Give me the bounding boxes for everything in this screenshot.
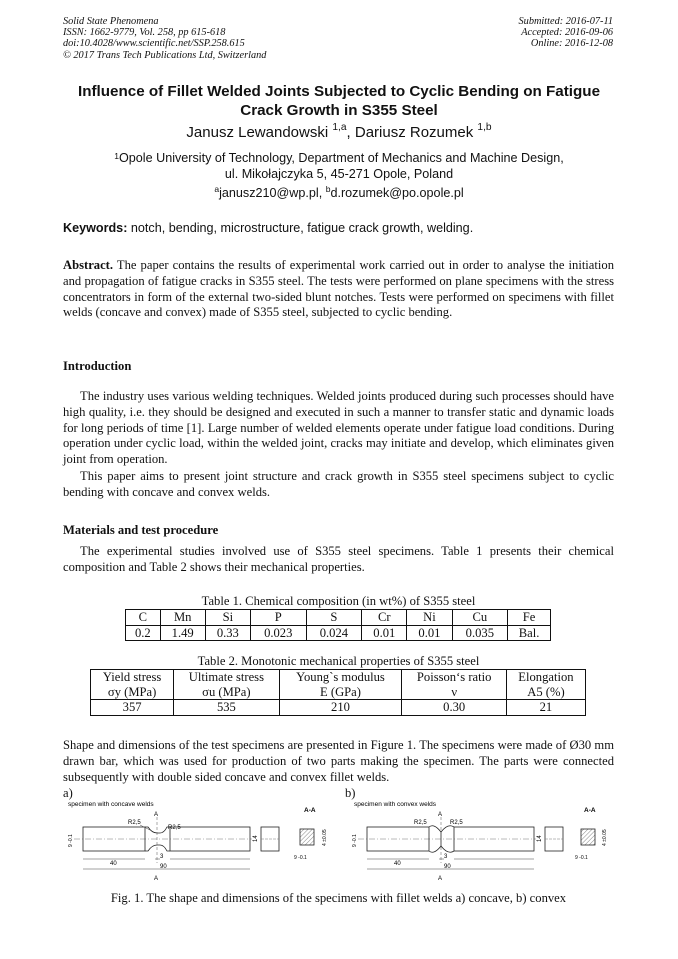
- table-2-header-row: [91, 670, 586, 700]
- affiliation-line-2: ul. Mikołajczyka 5, 45-271 Opole, Poland: [224, 167, 454, 181]
- radius-label-1: R2,5: [414, 820, 427, 826]
- dim-90: 90: [444, 864, 451, 870]
- table-1-header-cell: Ni: [407, 610, 452, 626]
- section-mark-bottom: A: [438, 876, 443, 882]
- table-2-cell: 210: [279, 700, 402, 716]
- table-1-cell: 0.024: [306, 625, 362, 641]
- left-part: [367, 827, 429, 851]
- table-2-header-cell: [279, 670, 402, 700]
- table-1-cell: 0.2: [126, 625, 161, 641]
- author-list: [54, 124, 624, 141]
- header-line: Yield stress: [102, 670, 162, 684]
- affiliation: [54, 150, 624, 182]
- header-line: Ultimate stress: [188, 670, 264, 684]
- table-1-header-cell: Mn: [160, 610, 205, 626]
- table-2-header-cell: [402, 670, 506, 700]
- email-b-sup: b: [325, 184, 331, 194]
- drawing-convex: [344, 797, 620, 883]
- table-1: [125, 609, 551, 641]
- tolerance-section: 9 -0.1: [294, 855, 307, 861]
- header-symbol: E (GPa): [320, 684, 361, 699]
- table-2-cell: 0.30: [402, 700, 506, 716]
- header-symbol: A5 (%): [527, 684, 565, 699]
- figure-label-a: a): [63, 786, 73, 800]
- table-1-header-row: [126, 610, 551, 626]
- section-mark-bottom: A: [154, 876, 159, 882]
- radius-label-2: R2,5: [168, 825, 181, 831]
- figure-1-caption: Fig. 1. The shape and dimensions of the specimens with fillet welds a) concave, b) convex: [110, 891, 567, 905]
- table-2: [90, 669, 586, 716]
- section-view: [581, 829, 595, 845]
- table-1-header-cell: Cr: [362, 610, 407, 626]
- email-a-sup: a: [214, 184, 220, 194]
- header-line: Elongation: [518, 670, 574, 684]
- abstract: [63, 258, 614, 321]
- drawing-concave: [60, 797, 340, 883]
- author-1-sup: 1,a: [332, 122, 347, 133]
- journal-doi: doi:10.4028/www.scientific.net/SSP.258.615: [63, 38, 245, 50]
- table-1-cell: 0.023: [250, 625, 306, 641]
- header-line: Poisson‘s ratio: [416, 670, 492, 684]
- journal-info: [63, 16, 266, 61]
- table-1-cell: 1.49: [160, 625, 205, 641]
- figure-label-b: b): [345, 786, 356, 800]
- author-2: Dariusz Rozumek: [354, 124, 478, 141]
- email-a[interactable]: janusz210@wp.pl,: [219, 186, 326, 200]
- author-2-sup: 1,b: [477, 122, 492, 133]
- affiliation-line-1: Opole University of Technology, Department of Mechanics and Machine Design,: [119, 151, 564, 165]
- dim-3: 3: [444, 854, 448, 860]
- journal-name: Solid State Phenomena: [63, 16, 159, 27]
- materials-heading: Materials and test procedure: [63, 523, 219, 537]
- affiliation-sup: 1: [114, 151, 119, 161]
- date-accepted: Accepted: 2016-09-06: [521, 27, 613, 39]
- table-1-header-cell: Si: [205, 610, 250, 626]
- table-2-value-row: [91, 700, 586, 716]
- paper-title-line-2: Crack Growth in S355 Steel: [240, 102, 438, 119]
- keywords: [63, 221, 473, 235]
- tolerance-left: 9 -0.1: [68, 834, 74, 847]
- section-mark-top: A: [154, 812, 159, 818]
- dim-90: 90: [160, 864, 167, 870]
- dim-40: 40: [110, 861, 117, 867]
- header-line: Young`s modulus: [296, 670, 385, 684]
- email-b[interactable]: d.rozumek@po.opole.pl: [330, 186, 464, 200]
- keywords-text: notch, bending, microstructure, fatigue crack growth, welding.: [127, 221, 474, 235]
- intro-paragraph-2: This paper aims to present joint structure and crack growth in S355 steel specimens subject to cyclic bending with concave and convex welds.: [63, 469, 614, 499]
- materials-paragraph: The experimental studies involved use of S355 steel specimens. Table 1 presents their chemical composition and Table 2 shows their mechanical properties.: [63, 544, 614, 574]
- table-2-cell: 21: [506, 700, 585, 716]
- journal-copyright: © 2017 Trans Tech Publications Ltd, Switzerland: [63, 49, 267, 61]
- table-1-header-cell: C: [126, 610, 161, 626]
- abstract-text: The paper contains the results of experimental work carried out in order to analyse the initiation and propagation of fatigue cracks in S355 steel. The tests were performed on plane specimens with the stress concentrators in form of the external two-sided blunt notches. Tests were performed on specimens with fillet welds (concave and convex) made of S355 steel, subjected to cyclic bending.: [63, 258, 614, 320]
- section-title: A-A: [584, 807, 596, 814]
- section-title: A-A: [304, 807, 316, 814]
- section-view: [300, 829, 314, 845]
- author-1: Janusz Lewandowski: [186, 124, 333, 141]
- submission-dates: [519, 16, 613, 50]
- table-1-cell: 0.035: [452, 625, 508, 641]
- table-1-header-cell: Fe: [508, 610, 551, 626]
- author-separator: ,: [346, 124, 355, 141]
- table-1-cell: 0.01: [362, 625, 407, 641]
- left-part: [83, 827, 145, 851]
- tolerance-vertical: 4 ±0.05: [602, 829, 608, 846]
- table-2-header-cell: [174, 670, 279, 700]
- shape-paragraph: Shape and dimensions of the test specimens are presented in Figure 1. The specimens were made of Ø30 mm drawn bar, which was used for production of two parts making the specimen. The parts were connected subsequently with double sided concave and convex fillet welds.: [63, 738, 614, 784]
- header-symbol: σu (MPa): [202, 684, 251, 699]
- dim-40: 40: [394, 861, 401, 867]
- section-mark-top: A: [438, 812, 443, 818]
- dim-14: 14: [537, 835, 543, 842]
- radius-label-2: R2,5: [450, 820, 463, 826]
- author-emails: [54, 186, 624, 200]
- drawing-title-convex: specimen with convex welds: [354, 801, 437, 808]
- tolerance-left: 9 -0.1: [352, 834, 358, 847]
- table-2-cell: 357: [91, 700, 174, 716]
- tolerance-vertical: 4 ±0.05: [322, 829, 328, 846]
- journal-issn: ISSN: 1662-9779, Vol. 258, pp 615-618: [63, 27, 226, 39]
- table-1-header-cell: S: [306, 610, 362, 626]
- table-1-value-row: [126, 625, 551, 641]
- intro-heading: Introduction: [63, 359, 132, 373]
- header-symbol: ν: [451, 684, 458, 699]
- table-1-cell: 0.33: [205, 625, 250, 641]
- table-1-header-cell: P: [250, 610, 306, 626]
- table-2-header-cell: [91, 670, 174, 700]
- dim-14: 14: [253, 835, 259, 842]
- table-2-caption: Table 2. Monotonic mechanical properties of S355 steel: [197, 654, 480, 668]
- paper-title-line-1: Influence of Fillet Welded Joints Subjected to Cyclic Bending on Fatigue: [77, 83, 601, 100]
- drawing-title-concave: specimen with concave welds: [68, 801, 154, 808]
- table-2-cell: 535: [174, 700, 279, 716]
- table-1-cell: Bal.: [508, 625, 551, 641]
- intro-paragraph-1: The industry uses various welding techniques. Welded joints produced during such processes should have high quality, i.e. they should be designed and executed in such a manner to transfer static and dynamic loads for long periods of time [1]. Large number of welded elements operate under fatigue load conditions. During operation under cyclic load, within the welded joint, cracks may initiate and develop, which eliminates given joint from operation.: [63, 389, 614, 467]
- date-online: Online: 2016-12-08: [530, 38, 613, 50]
- keywords-label: Keywords:: [63, 221, 128, 235]
- table-1-cell: 0.01: [407, 625, 452, 641]
- paper-title: [54, 82, 624, 120]
- date-submitted: Submitted: 2016-07-11: [518, 16, 613, 27]
- table-1-caption: Table 1. Chemical composition (in wt%) of S355 steel: [201, 594, 476, 608]
- abstract-label: Abstract.: [63, 258, 114, 272]
- radius-label-1: R2,5: [128, 820, 141, 826]
- table-2-header-cell: [506, 670, 585, 700]
- header-symbol: σy (MPa): [107, 684, 157, 699]
- table-1-header-cell: Cu: [452, 610, 508, 626]
- dim-3: 3: [160, 854, 164, 860]
- tolerance-section: 9 -0.1: [575, 855, 588, 861]
